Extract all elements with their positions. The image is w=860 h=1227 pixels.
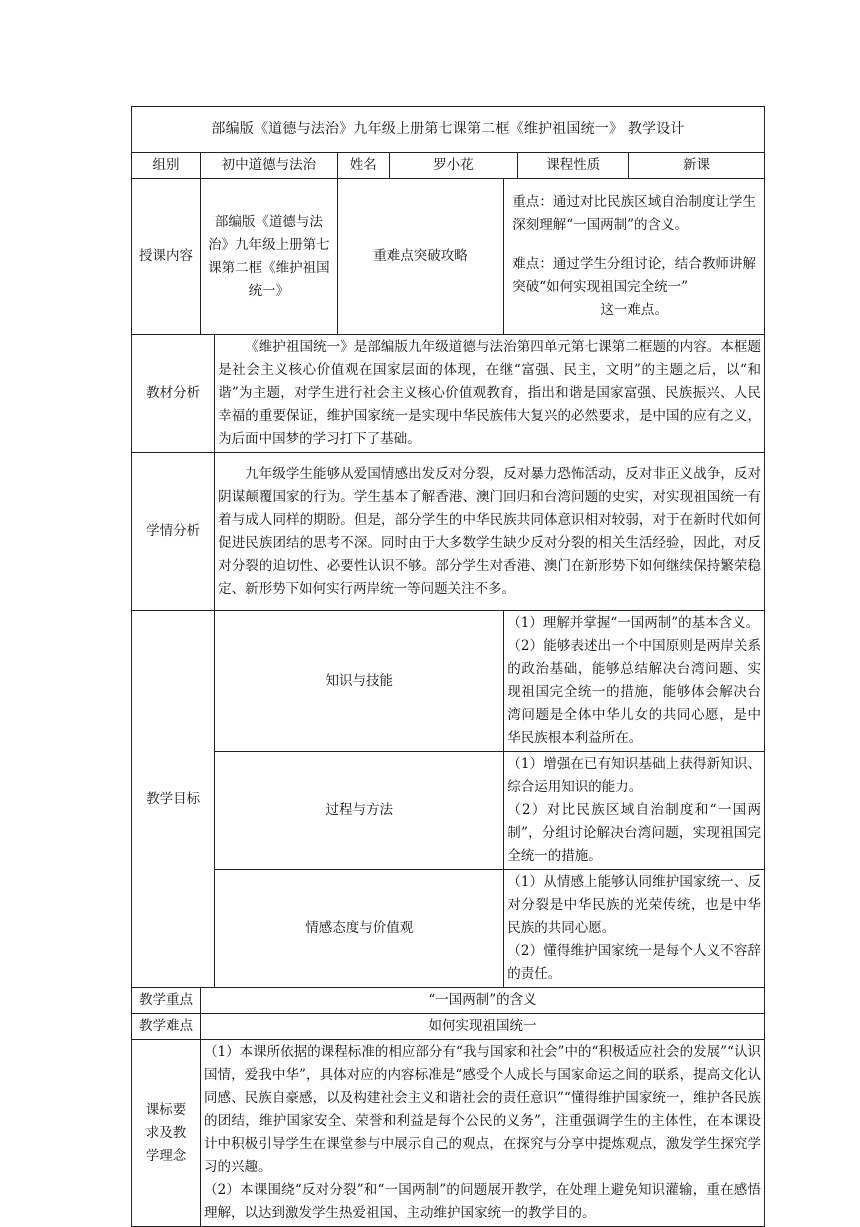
textbook-analysis-label: 教材分析 xyxy=(132,335,215,453)
process-methods-label: 过程与方法 xyxy=(215,752,504,870)
strategy-content xyxy=(504,179,765,335)
teaching-key-row xyxy=(132,988,765,1014)
spacer xyxy=(512,237,756,253)
process-point-2: （2）对比民族区域自治制度和“一国两制”，分组讨论解决台湾问题，实现祖国完全统一的措施。 xyxy=(507,802,761,864)
group-label: 组别 xyxy=(132,153,201,179)
name-value: 罗小花 xyxy=(389,153,518,179)
knowledge-point-1: （1）理解并掌握“一国两制”的基本含义。 xyxy=(507,615,760,631)
textbook-analysis-row xyxy=(132,335,765,453)
teaching-objectives-label: 教学目标 xyxy=(132,611,215,988)
process-methods-content xyxy=(504,752,765,870)
textbook-analysis-text: 《维护祖国统一》是部编版九年级道德与法治第四单元第七课第二框题的内容。本框题是社会主义核心价值观在国家层面的体现，在继“富强、民主，文明”的主题之后，以“和谐”为主题，对学生进行社会主义核心价值观教育，指出和谐是国家富强、民族振兴、人民幸福的重要保证，维护国家统一是实现中华民族伟大复兴的必然要求，是中国的应有之义，为后面中国梦的学习打下了基础。 xyxy=(215,335,765,453)
standards-paragraph-1: （1）本课所依据的课程标准的相应部分有“我与国家和社会”中的“积极适应社会的发展”“认识国情，爱我中华”，具体对应的内容标准是“感受个人成长与国家命运之间的联系，提高文化认同感、民族自豪感，以及构建社会主义和谐社会的责任意识”“懂得维护国家统一，维护各民族的团结，维护国家安全、荣誉和利益是每个公民的义务”，注重强调学生的主体性，在本课设计中积极引导学生在课堂参与中展示自己的观点，在探究与分享中提炼观点，激发学生探究学习的兴趣。 xyxy=(203,1044,761,1175)
emotion-values-label: 情感态度与价值观 xyxy=(215,870,504,988)
course-nature-value: 新课 xyxy=(629,153,765,179)
student-analysis-row xyxy=(132,453,765,611)
student-analysis-label: 学情分析 xyxy=(132,453,215,611)
standards-content xyxy=(200,1040,764,1227)
process-point-1: （1）增强在已有知识基础上获得新知识、综合运用知识的能力。 xyxy=(507,756,761,795)
name-label: 姓名 xyxy=(337,153,389,179)
teaching-key-label: 教学重点 xyxy=(132,988,201,1014)
key-point-text: 重点：通过对比民族区域自治制度让学生深刻理解“一国两制”的含义。 xyxy=(512,194,756,233)
teaching-content-value: 部编版《道德与法治》九年级上册第七课第二框《维护祖国统一》 xyxy=(200,179,337,335)
knowledge-skills-label: 知识与技能 xyxy=(215,611,504,752)
strategy-label: 重难点突破攻略 xyxy=(337,179,503,335)
student-analysis-text: 九年级学生能够从爱国情感出发反对分裂，反对暴力恐怖活动，反对非正义战争，反对阴谋颠覆国家的行为。学生基本了解香港、澳门回归和台湾问题的史实，对实现祖国统一有着与成人同样的期盼。但是，部分学生的中华民族共同体意识相对较弱，对于在新时代如何促进民族团结的思考不深。同时由于大多数学生缺少反对分裂的相关生活经验，因此，对反对分裂的迫切性、必要性认识不够。部分学生对香港、澳门在新形势下如何继续保持繁荣稳定、新形势下如何实行两岸统一等问题关注不多。 xyxy=(215,453,765,611)
teaching-difficulty-label: 教学难点 xyxy=(132,1014,201,1040)
lesson-plan-table xyxy=(131,106,765,1227)
standards-label: 课标要求及教学理念 xyxy=(132,1040,201,1227)
group-value: 初中道德与法治 xyxy=(200,153,337,179)
standards-paragraph-2: （2）本课围绕“反对分裂”和“一国两制”的问题展开教学，在处理上避免知识灌输，重在感悟理解，以达到激发学生热爱祖国、主动维护国家统一的教学目的。 xyxy=(203,1182,761,1221)
objective-knowledge-row xyxy=(132,611,765,752)
teaching-content-label: 授课内容 xyxy=(132,179,201,335)
emotion-point-1: （1）从情感上能够认同维护国家统一、反对分裂是中华民族的光荣传统，也是中华民族的共同心愿。 xyxy=(507,874,761,936)
teaching-key-value: “一国两制”的含义 xyxy=(200,988,764,1014)
emotion-values-content xyxy=(504,870,765,988)
standards-row xyxy=(132,1040,765,1227)
info-row xyxy=(132,153,765,179)
difficult-point-text: 难点：通过学生分组讨论，结合教师讲解突破“如何实现祖国完全统一” xyxy=(512,256,756,295)
difficult-point-text-end: 这一难点。 xyxy=(600,302,668,318)
objective-process-row xyxy=(132,752,765,870)
teaching-content-row xyxy=(132,179,765,335)
emotion-point-2: （2）懂得维护国家统一是每个人义不容辞的责任。 xyxy=(507,943,761,982)
document-title: 部编版《道德与法治》九年级上册第七课第二框《维护祖国统一》 教学设计 xyxy=(132,107,765,153)
knowledge-skills-content xyxy=(504,611,765,752)
teaching-difficulty-value: 如何实现祖国统一 xyxy=(200,1014,764,1040)
title-row xyxy=(132,107,765,153)
knowledge-point-2: （2）能够表述出一个中国原则是两岸关系的政治基础，能够总结解决台湾问题、实现祖国完全统一的措施，能够体会解决台湾问题是全体中华儿女的共同心愿，是中华民族根本利益所在。 xyxy=(507,638,761,746)
course-nature-label: 课程性质 xyxy=(518,153,629,179)
objective-emotion-row xyxy=(132,870,765,988)
teaching-difficulty-row xyxy=(132,1014,765,1040)
